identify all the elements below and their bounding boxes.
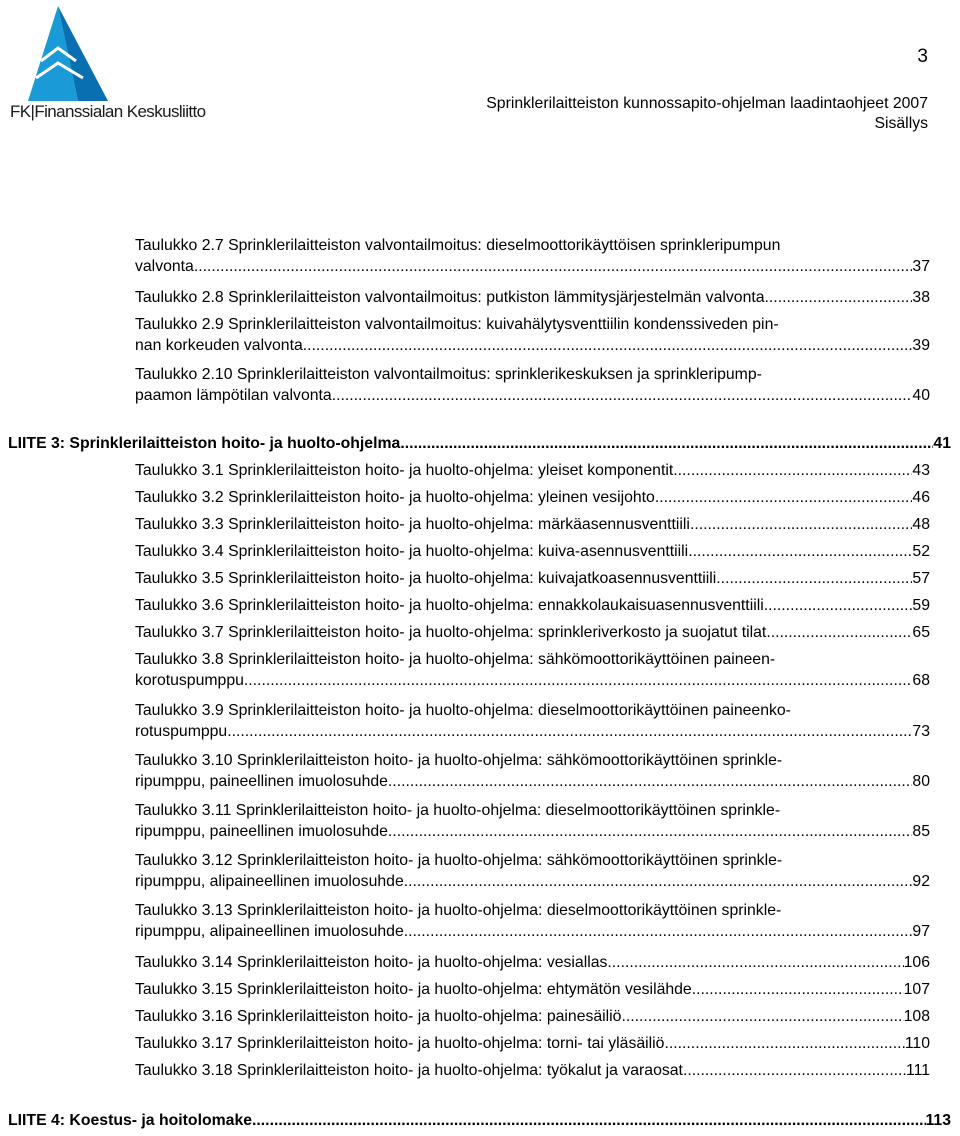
toc-entry-first-line: Taulukko 3.12 Sprinklerilaitteiston hoito- ja huolto-ohjelma: sähkömoottorikäyttöinen sprinkle- <box>135 852 783 869</box>
toc-entry[interactable] <box>135 541 930 562</box>
toc-entry-first-line: Taulukko 2.10 Sprinklerilaitteiston valvontailmoitus: sprinklerikeskuksen ja sprinkleripump- <box>135 366 762 383</box>
leader-dots <box>607 952 903 973</box>
toc-entry[interactable] <box>135 514 930 535</box>
toc-entry-page: 38 <box>912 289 930 306</box>
leader-dots <box>252 1110 925 1131</box>
toc-entry[interactable] <box>135 595 930 616</box>
toc-entry-title: ripumppu, paineellinen imuolosuhde <box>135 773 388 790</box>
toc-entry-page: 97 <box>912 923 930 940</box>
toc-entry-first-line: Taulukko 2.7 Sprinklerilaitteiston valvontailmoitus: dieselmoottorikäyttöisen sprinkleripumpun <box>135 237 781 254</box>
toc-entry[interactable] <box>135 900 930 942</box>
toc-entry-page: 48 <box>912 516 930 533</box>
leader-dots <box>227 721 912 742</box>
toc-entry-page: 40 <box>912 387 930 404</box>
logo-text: FK|Finanssialan Keskusliitto <box>10 102 206 121</box>
toc-appendix-page: 41 <box>933 435 951 452</box>
toc-entry-page: 73 <box>912 723 930 740</box>
toc-entry-page: 37 <box>912 258 930 275</box>
leader-dots <box>404 871 913 892</box>
toc-entry[interactable] <box>135 568 930 589</box>
leader-dots <box>400 433 933 454</box>
toc-entry-title: ripumppu, paineellinen imuolosuhde <box>135 823 388 840</box>
leader-dots <box>692 979 904 1000</box>
toc-entry-page: 107 <box>903 981 930 998</box>
leader-dots <box>244 670 913 691</box>
toc-entry-title: Taulukko 3.7 Sprinklerilaitteiston hoito- ja huolto-ohjelma: sprinkleriverkosto ja suojatut tilat <box>135 624 767 641</box>
leader-dots <box>766 622 912 643</box>
toc-entry[interactable] <box>135 1060 930 1081</box>
leader-dots <box>388 821 913 842</box>
leader-dots <box>194 256 913 277</box>
toc-entry-title: Taulukko 3.1 Sprinklerilaitteiston hoito- ja huolto-ohjelma: yleiset komponentit <box>135 462 674 479</box>
toc-entry-title: paamon lämpötilan valvonta <box>135 387 332 404</box>
toc-entry-page: 85 <box>912 823 930 840</box>
toc-entry-page: 65 <box>912 624 930 641</box>
toc-entry-first-line: Taulukko 3.13 Sprinklerilaitteiston hoito- ja huolto-ohjelma: dieselmoottorikäyttöinen sprinkle- <box>135 902 782 919</box>
toc-entry-title: Taulukko 3.16 Sprinklerilaitteiston hoito- ja huolto-ohjelma: painesäiliö <box>135 1008 622 1025</box>
toc-entry-page: 108 <box>903 1008 930 1025</box>
toc-entry[interactable] <box>135 1006 930 1027</box>
toc-entry-page: 68 <box>912 672 930 689</box>
toc-entry-title: Taulukko 3.6 Sprinklerilaitteiston hoito- ja huolto-ohjelma: ennakkolaukaisuasennusventtiili <box>135 597 764 614</box>
toc-entry-page: 46 <box>912 489 930 506</box>
toc-entry-title: nan korkeuden valvonta <box>135 337 303 354</box>
toc-appendix[interactable] <box>8 433 960 454</box>
toc-entry-first-line: Taulukko 2.9 Sprinklerilaitteiston valvontailmoitus: kuivahälytysventtiilin kondenssiveden pin- <box>135 316 779 333</box>
toc-entry[interactable] <box>135 750 930 792</box>
toc-entry[interactable] <box>135 364 930 406</box>
toc-entry-title: Taulukko 3.2 Sprinklerilaitteiston hoito- ja huolto-ohjelma: yleinen vesijohto <box>135 489 655 506</box>
toc-entry[interactable] <box>135 622 930 643</box>
toc-entry[interactable] <box>135 487 930 508</box>
toc-entry[interactable] <box>135 287 930 308</box>
toc-entry-page: 80 <box>912 773 930 790</box>
leader-dots <box>765 287 913 308</box>
leader-dots <box>664 1033 904 1054</box>
toc-entry-page: 110 <box>904 1035 930 1052</box>
leader-dots <box>764 595 913 616</box>
leader-dots <box>621 1006 903 1027</box>
toc-entry-title: ripumppu, alipaineellinen imuolosuhde <box>135 923 404 940</box>
fk-logo <box>8 6 206 124</box>
leader-dots <box>683 1060 906 1081</box>
toc-entry-page: 43 <box>912 462 930 479</box>
toc-entry[interactable] <box>135 979 930 1000</box>
toc-entry-first-line: Taulukko 3.10 Sprinklerilaitteiston hoito- ja huolto-ohjelma: sähkömoottorikäyttöinen sprinkle- <box>135 752 783 769</box>
leader-dots <box>332 385 913 406</box>
document-title: Sprinklerilaitteiston kunnossapito-ohjelman laadintaohjeet 2007 <box>486 95 928 112</box>
leader-dots <box>690 514 912 535</box>
toc-entry-page: 52 <box>912 543 930 560</box>
toc-entry[interactable] <box>135 952 930 973</box>
page-number: 3 <box>917 46 928 67</box>
toc-entry[interactable] <box>135 850 930 892</box>
toc-entry-title: Taulukko 3.3 Sprinklerilaitteiston hoito- ja huolto-ohjelma: märkäasennusventtiili <box>135 516 690 533</box>
leader-dots <box>716 568 912 589</box>
toc-entry-title: Taulukko 3.17 Sprinklerilaitteiston hoito- ja huolto-ohjelma: torni- tai yläsäiliö <box>135 1035 665 1052</box>
toc-appendix-title: LIITE 4: Koestus- ja hoitolomake <box>8 1112 253 1129</box>
toc-entry-title: Taulukko 3.5 Sprinklerilaitteiston hoito- ja huolto-ohjelma: kuivajatkoasennusventtiili <box>135 570 717 587</box>
toc-entry-first-line: Taulukko 3.8 Sprinklerilaitteiston hoito- ja huolto-ohjelma: sähkömoottorikäyttöinen paineen- <box>135 651 776 668</box>
toc-entry-page: 59 <box>912 597 930 614</box>
toc-entry[interactable] <box>135 649 930 691</box>
toc-entry-title: Taulukko 3.4 Sprinklerilaitteiston hoito- ja huolto-ohjelma: kuiva-asennusventtiili <box>135 543 689 560</box>
toc-appendix-page: 113 <box>925 1112 951 1129</box>
toc-entry-title: Taulukko 3.18 Sprinklerilaitteiston hoito- ja huolto-ohjelma: työkalut ja varaosat <box>135 1062 683 1079</box>
leader-dots <box>404 921 913 942</box>
toc-entry[interactable] <box>135 460 930 481</box>
toc-appendix-title: LIITE 3: Sprinklerilaitteiston hoito- ja huolto-ohjelma <box>8 435 401 452</box>
toc-entry-page: 57 <box>912 570 930 587</box>
toc-entry-first-line: Taulukko 3.9 Sprinklerilaitteiston hoito- ja huolto-ohjelma: dieselmoottorikäyttöinen paineenko- <box>135 702 791 719</box>
toc-entry-page: 106 <box>903 954 930 971</box>
leader-dots <box>688 541 912 562</box>
toc-entry-title: korotuspumppu <box>135 672 244 689</box>
toc-entry-title: valvonta <box>135 258 194 275</box>
leader-dots <box>303 335 913 356</box>
leader-dots <box>388 771 913 792</box>
logo-mark-icon <box>28 6 108 101</box>
toc-entry-title: Taulukko 3.14 Sprinklerilaitteiston hoito- ja huolto-ohjelma: vesiallas <box>135 954 608 971</box>
toc-entry[interactable] <box>135 235 930 277</box>
toc-entry-title: Taulukko 2.8 Sprinklerilaitteiston valvontailmoitus: putkiston lämmitysjärjestelmän valvonta <box>135 289 765 306</box>
toc-entry[interactable] <box>135 700 930 742</box>
toc-entry[interactable] <box>135 800 930 842</box>
toc-appendix[interactable] <box>8 1110 960 1131</box>
toc-entry-title: Taulukko 3.15 Sprinklerilaitteiston hoito- ja huolto-ohjelma: ehtymätön vesilähde <box>135 981 692 998</box>
toc-entry-title: ripumppu, alipaineellinen imuolosuhde <box>135 873 404 890</box>
toc-entry-page: 111 <box>905 1062 930 1079</box>
toc-entry-title: rotuspumppu <box>135 723 228 740</box>
toc-entry-page: 92 <box>912 873 930 890</box>
toc-entry-page: 39 <box>912 337 930 354</box>
section-title: Sisällys <box>874 115 928 132</box>
leader-dots <box>655 487 913 508</box>
toc-entry[interactable] <box>135 314 930 356</box>
leader-dots <box>673 460 912 481</box>
toc-entry-first-line: Taulukko 3.11 Sprinklerilaitteiston hoito- ja huolto-ohjelma: dieselmoottorikäyttöinen sprinkle- <box>135 802 781 819</box>
toc-entry[interactable] <box>135 1033 930 1054</box>
